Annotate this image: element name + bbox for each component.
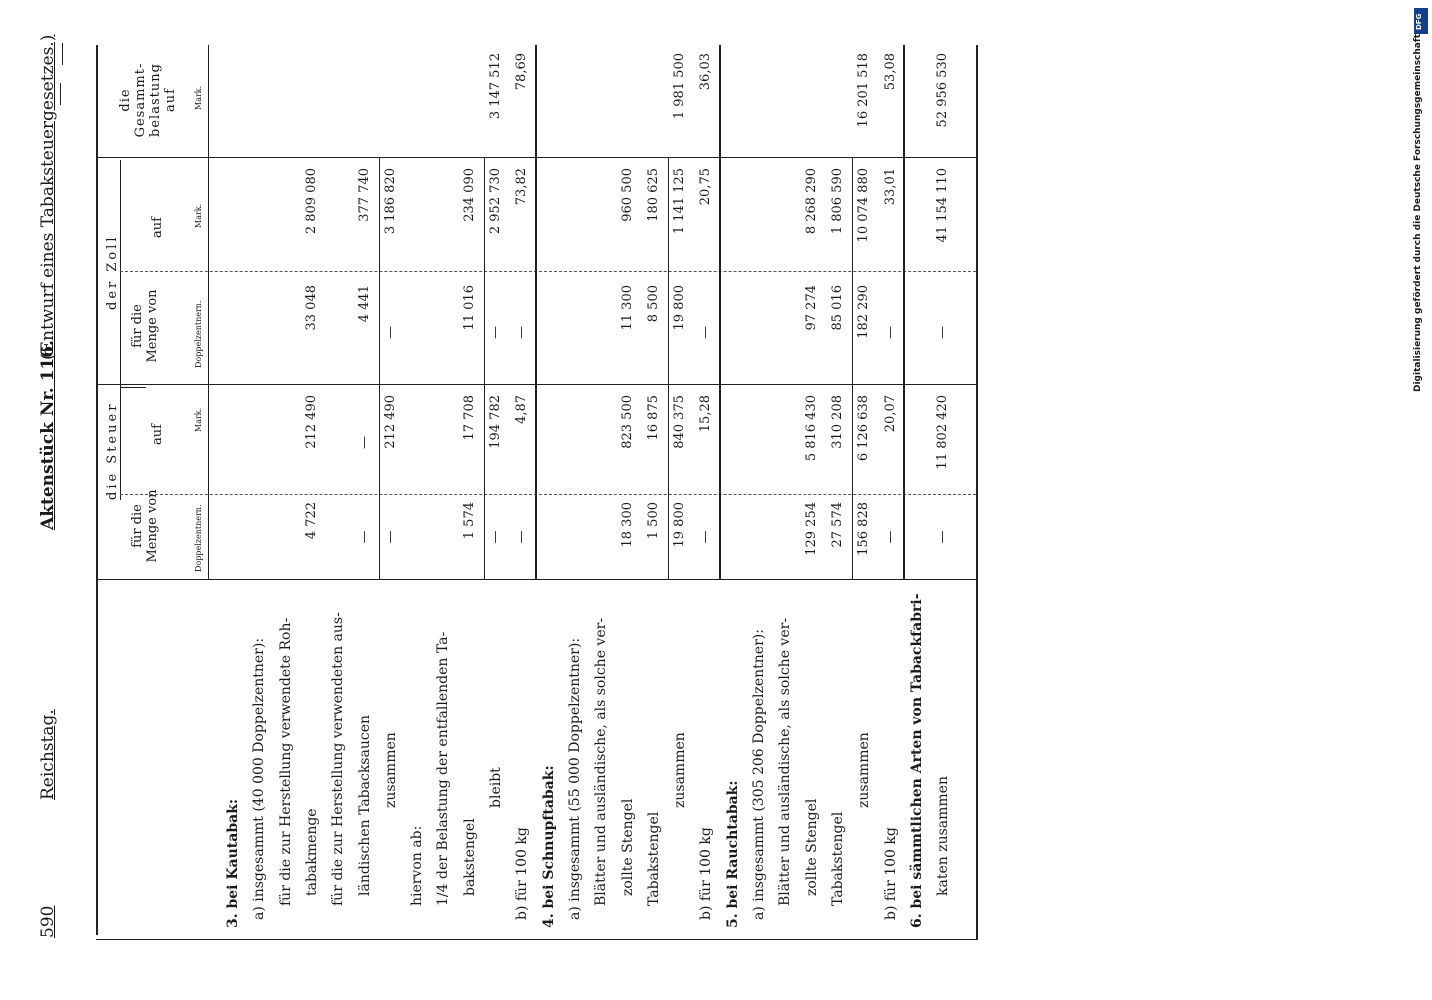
cell-st-auf: 4,87 [514, 395, 530, 424]
cell-z-menge: — [514, 326, 530, 339]
cell-z-menge: 19 800 [672, 285, 688, 331]
zoll-group-header: der Zoll [105, 234, 120, 310]
section-rule [903, 45, 905, 580]
row-label: Blätter und ausländische, als solche ver- [777, 617, 794, 906]
zoll-auf-unit: Mark. [194, 203, 203, 228]
cell-z-auf: 960 500 [619, 168, 635, 222]
cell-st-menge: 1 574 [461, 502, 477, 540]
cell-st-auf: 20,07 [882, 395, 898, 433]
document-title: Aktenstück Nr. 116. [38, 339, 58, 530]
cell-st-menge: — [514, 530, 530, 544]
cell-st-menge: 156 828 [856, 502, 872, 556]
page-number: 590 [38, 905, 58, 938]
cell-st-auf: 6 126 638 [856, 395, 872, 462]
cell-gesamt: 78,69 [514, 53, 530, 91]
row-label: für die zur Herstellung verwendeten aus- [330, 612, 347, 906]
row-label: Tabakstengel [645, 811, 662, 906]
header-rule [62, 43, 63, 65]
section-rule [535, 45, 537, 580]
steuer-group-header: die Steuer [105, 401, 120, 500]
row-label: für die zur Herstellung verwendete Roh- [277, 617, 294, 906]
document-subtitle: (Entwurf eines Tabaksteuergesetzes.) [38, 34, 58, 360]
cell-z-auf: 3 186 820 [382, 168, 398, 235]
row-label: bakstengel [461, 818, 478, 896]
cell-z-menge: — [882, 326, 898, 339]
cell-z-menge: — [488, 326, 503, 339]
row-label: zusammen [382, 732, 399, 808]
cell-st-auf: 212 490 [382, 395, 398, 449]
cell-st-menge: 19 800 [672, 502, 688, 548]
row-label: b) für 100 kg [698, 827, 715, 920]
cell-st-auf: 212 490 [303, 395, 319, 449]
row-label: zusammen [672, 732, 689, 808]
group-tick [120, 387, 146, 388]
gesamt-unit: Mark. [194, 85, 203, 110]
cell-z-auf: 377 740 [356, 168, 372, 222]
cell-st-menge: 27 574 [829, 502, 845, 548]
row-label: a) insgesammt (55 000 Doppelzentner): [566, 637, 583, 920]
cell-gesamt: 53,08 [882, 53, 898, 91]
row-label: hiervon ab: [409, 825, 426, 906]
cell-z-menge: 97 274 [803, 285, 819, 331]
row-label: katen zusammen [935, 776, 952, 896]
row-label: b) für 100 kg [514, 827, 531, 920]
row-label: Tabakstengel [829, 811, 846, 906]
cell-z-menge: 11 016 [461, 285, 477, 331]
table-bottom-rule [976, 45, 978, 940]
zoll-menge-unit: Doppelzentnern. [194, 300, 203, 368]
subtotal-rule [379, 158, 380, 580]
credit-text: Digitalisierung gefördert durch die Deutsche Forschungsgemeinschaft [1413, 33, 1423, 392]
left-title: Reichstag. [38, 709, 58, 800]
cell-z-auf: 1 806 590 [829, 168, 845, 235]
header-rule [60, 83, 61, 105]
zoll-inner-rule [120, 271, 976, 272]
cell-st-menge: 1 500 [645, 502, 661, 540]
cell-z-auf: 2 809 080 [303, 168, 319, 235]
cell-st-auf: 15,28 [698, 395, 714, 433]
cell-z-menge: — [935, 326, 951, 339]
cell-z-auf: 41 154 110 [935, 168, 951, 243]
row-label: ländischen Tabacksaucen [356, 715, 373, 896]
cell-gesamt: 36,03 [698, 53, 714, 91]
label-column-border [96, 939, 976, 940]
cell-z-auf: 33,01 [882, 168, 898, 206]
header-bottom-rule [208, 45, 209, 580]
cell-st-auf: 5 816 430 [803, 395, 819, 462]
subtotal-rule [852, 158, 853, 580]
row-label: bleibt [488, 767, 504, 808]
cell-z-menge: — [698, 326, 714, 339]
cell-z-auf: 73,82 [514, 168, 530, 206]
digitization-credit [1413, 0, 1432, 1000]
cell-z-menge: 85 016 [829, 285, 845, 331]
steuer-menge-header: für die Menge von [130, 489, 160, 563]
row-label: 4. bei Schnupftabak: [540, 765, 557, 928]
steuer-menge-unit: Doppelzentnern. [194, 504, 203, 572]
cell-st-menge: 129 254 [803, 502, 819, 556]
cell-st-menge: — [382, 530, 398, 544]
cell-st-auf: 17 708 [461, 395, 477, 441]
cell-z-menge: 11 300 [619, 285, 635, 331]
cell-z-menge: 33 048 [303, 285, 319, 331]
cell-z-menge: 182 290 [856, 285, 872, 339]
cell-z-auf: 8 268 290 [803, 168, 819, 235]
row-label: 3. bei Kautabak: [225, 798, 241, 928]
cell-gesamt: 52 956 530 [935, 53, 951, 128]
cell-st-menge: — [698, 530, 714, 544]
cell-z-auf: 180 625 [645, 168, 661, 222]
row-label: a) insgesammt (40 000 Doppelzentner): [251, 637, 268, 920]
row-label: 5. bei Rauchtabak: [724, 780, 741, 928]
cell-z-menge: 4 441 [356, 285, 372, 323]
cell-st-auf: — [356, 436, 372, 449]
cell-st-auf: 823 500 [619, 395, 635, 449]
cell-gesamt: 3 147 512 [488, 53, 503, 120]
cell-z-menge: 8 500 [645, 285, 661, 323]
cell-st-menge: — [882, 530, 898, 544]
zoll-auf-header: auf [150, 217, 165, 238]
cell-st-auf: 194 782 [488, 395, 503, 449]
cell-st-menge: 18 300 [619, 502, 635, 548]
cell-st-auf: 11 802 420 [935, 395, 951, 470]
row-label: Blätter und ausländische, als solche ver- [593, 617, 610, 906]
cell-z-auf: 1 141 125 [672, 168, 688, 235]
section-rule [719, 45, 721, 580]
gesamt-header: die Gesammt-belastung auf [118, 62, 178, 138]
subtotal-rule [668, 158, 669, 580]
table-top-rule [96, 45, 98, 935]
row-label: tabakmenge [303, 808, 320, 896]
cell-st-auf: 16 875 [645, 395, 661, 441]
cell-st-auf: 840 375 [672, 395, 688, 449]
cell-z-menge: — [382, 326, 398, 339]
cell-st-menge: — [356, 530, 372, 544]
steuer-auf-header: auf [150, 424, 165, 445]
group-rule [120, 160, 121, 500]
cell-z-auf: 10 074 880 [856, 168, 872, 243]
cell-z-auf: 2 952 730 [488, 168, 503, 235]
row-label: zollte Stengel [803, 798, 820, 896]
zoll-menge-header: für die Menge von [130, 289, 160, 363]
cell-z-auf: 234 090 [461, 168, 477, 222]
subtotal-rule [484, 158, 485, 580]
cell-gesamt: 16 201 518 [856, 53, 872, 128]
cell-z-auf: 20,75 [698, 168, 714, 206]
cell-st-auf: 310 208 [829, 395, 845, 449]
cell-gesamt: 1 981 500 [672, 53, 688, 120]
row-label: zusammen [856, 732, 873, 808]
row-label: a) insgesammt (305 206 Doppelzentner): [751, 629, 767, 920]
cell-st-menge: — [935, 530, 951, 544]
row-label: zollte Stengel [619, 798, 636, 896]
row-label: b) für 100 kg [882, 827, 899, 920]
row-label: 6. bei sämmtlichen Arten von Tabackfabri- [908, 593, 925, 928]
cell-st-menge: — [488, 530, 503, 544]
cell-st-menge: 4 722 [303, 502, 319, 540]
dfg-logo: DFG [1414, 8, 1428, 34]
steuer-inner-rule [120, 494, 976, 495]
row-label: 1/4 der Belastung der entfallenden Ta- [435, 631, 452, 906]
steuer-auf-unit: Mark. [194, 407, 203, 432]
